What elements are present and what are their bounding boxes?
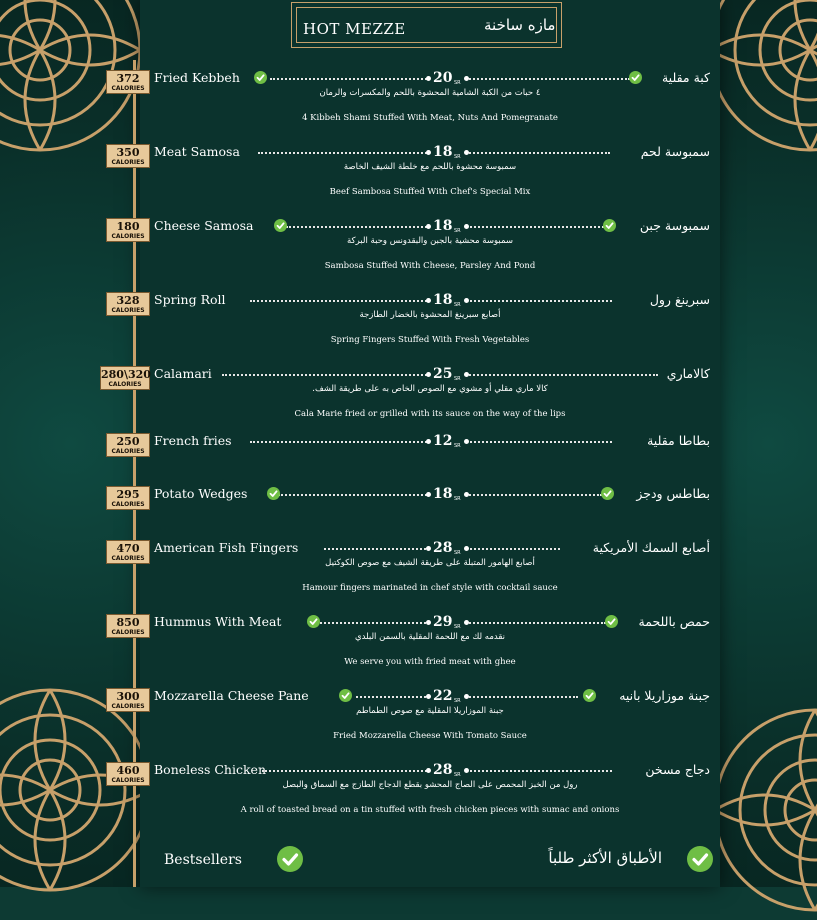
calorie-label: CALORIES bbox=[111, 448, 145, 455]
leader-dot bbox=[426, 76, 431, 81]
item-name-ar: سمبوسة جبن bbox=[639, 218, 710, 233]
item-name-en: French fries bbox=[154, 433, 232, 448]
currency-label: SR bbox=[454, 154, 461, 160]
item-price: 18 bbox=[433, 292, 453, 308]
item-name-ar: بطاطا مقلية bbox=[647, 433, 710, 448]
bestseller-check-icon bbox=[254, 71, 267, 84]
dotted-leader-right bbox=[466, 770, 612, 772]
item-price: 18 bbox=[433, 144, 453, 160]
item-name-ar: حمص باللحمة bbox=[638, 614, 710, 629]
dotted-leader-left bbox=[356, 696, 430, 698]
leader-dot bbox=[464, 492, 469, 497]
currency-label: SR bbox=[454, 80, 461, 86]
item-description-en: Spring Fingers Stuffed With Fresh Vegetables bbox=[330, 335, 530, 345]
dotted-leader-left bbox=[262, 770, 430, 772]
dotted-leader-right bbox=[466, 152, 610, 154]
calorie-badge bbox=[106, 433, 150, 457]
currency-label: SR bbox=[454, 228, 461, 234]
bestsellers-legend-en: Bestsellers bbox=[164, 852, 242, 868]
menu-item bbox=[0, 218, 817, 288]
calorie-value: 328 bbox=[116, 294, 140, 307]
item-name-en: Calamari bbox=[154, 366, 212, 381]
leader-dot bbox=[464, 76, 469, 81]
item-description-en: A roll of toasted bread on a tin stuffed with fresh chicken pieces with sumac and onions bbox=[240, 805, 620, 815]
bestsellers-legend-ar: الأطباق الأكثر طلباً bbox=[548, 849, 662, 867]
leader-dot bbox=[464, 224, 469, 229]
bestseller-check-icon bbox=[583, 689, 596, 702]
dotted-leader-right bbox=[466, 622, 606, 624]
item-name-ar: سمبوسة لحم bbox=[640, 144, 710, 159]
currency-label: SR bbox=[454, 376, 461, 382]
item-price: 18 bbox=[433, 218, 453, 234]
bestseller-check-icon bbox=[267, 487, 280, 500]
item-description-en: Hamour fingers marinated in chef style with cocktail sauce bbox=[302, 583, 558, 593]
item-description-ar: أصابع الهامور المتبلة على طريقة الشيف مع صوص الكوكتيل bbox=[325, 558, 535, 568]
item-name-ar: دجاج مسخن bbox=[645, 762, 710, 777]
currency-label: SR bbox=[454, 624, 461, 630]
section-title-en: HOT MEZZE bbox=[303, 20, 406, 38]
calorie-label: CALORIES bbox=[108, 381, 142, 388]
item-description-en: Beef Sambosa Stuffed With Chef's Special Mix bbox=[329, 187, 531, 197]
section-title-ar: مازه ساخنة bbox=[484, 16, 556, 34]
bestseller-check-icon bbox=[601, 487, 614, 500]
menu-item bbox=[0, 688, 817, 758]
leader-dot bbox=[426, 620, 431, 625]
bestseller-check-icon bbox=[605, 615, 618, 628]
calorie-value: 470 bbox=[116, 542, 140, 555]
leader-dot bbox=[426, 492, 431, 497]
item-price: 28 bbox=[433, 540, 453, 556]
menu-item bbox=[0, 762, 817, 832]
menu-item bbox=[0, 70, 817, 140]
item-name-ar: جبنة موزاريلا بانيه bbox=[619, 688, 710, 703]
leader-dot bbox=[426, 694, 431, 699]
calorie-label: CALORIES bbox=[111, 703, 145, 710]
leader-dot bbox=[464, 546, 469, 551]
calorie-value: 350 bbox=[116, 146, 140, 159]
item-description-ar: نقدمه لك مع اللحمة المقلية بالسمن البلدي bbox=[354, 632, 506, 642]
bestseller-check-icon bbox=[274, 219, 287, 232]
leader-dot bbox=[426, 768, 431, 773]
dotted-leader-right bbox=[466, 226, 604, 228]
leader-dot bbox=[464, 768, 469, 773]
dotted-leader-left bbox=[222, 374, 430, 376]
dotted-leader-left bbox=[258, 152, 430, 154]
calorie-value: 280\320 bbox=[101, 368, 151, 381]
calorie-value: 300 bbox=[116, 690, 140, 703]
item-name-ar: كبة مقلية bbox=[661, 70, 710, 85]
leader-dot bbox=[426, 439, 431, 444]
dotted-leader-right bbox=[466, 548, 560, 550]
calorie-label: CALORIES bbox=[111, 555, 145, 562]
item-name-ar: بطاطس ودجز bbox=[636, 486, 710, 501]
calorie-label: CALORIES bbox=[111, 233, 145, 240]
item-price: 12 bbox=[433, 433, 453, 449]
item-name-en: Mozzarella Cheese Pane bbox=[154, 688, 309, 703]
item-name-ar: أصابع السمك الأمريكية bbox=[592, 540, 710, 555]
calorie-badge bbox=[106, 486, 150, 510]
currency-label: SR bbox=[454, 698, 461, 704]
currency-label: SR bbox=[454, 550, 461, 556]
calorie-value: 372 bbox=[116, 72, 140, 85]
dotted-leader-left bbox=[250, 300, 430, 302]
calorie-label: CALORIES bbox=[111, 85, 145, 92]
item-name-en: Cheese Samosa bbox=[154, 218, 254, 233]
menu-item bbox=[0, 144, 817, 214]
calorie-value: 250 bbox=[116, 435, 140, 448]
item-name-ar: سبرينغ رول bbox=[649, 292, 710, 307]
dotted-leader-right bbox=[466, 78, 630, 80]
item-price: 22 bbox=[433, 688, 453, 704]
dotted-leader-right bbox=[466, 494, 602, 496]
calorie-value: 850 bbox=[116, 616, 140, 629]
calorie-value: 180 bbox=[116, 220, 140, 233]
leader-dot bbox=[464, 439, 469, 444]
item-description-ar: أصابع سبرينغ المحشوة بالخضار الطازجة bbox=[359, 310, 501, 320]
item-price: 25 bbox=[433, 366, 453, 382]
leader-dot bbox=[464, 372, 469, 377]
item-name-en: Boneless Chicken bbox=[154, 762, 266, 777]
item-description-en: Fried Mozzarella Cheese With Tomato Sauce bbox=[333, 731, 527, 741]
menu-item bbox=[0, 614, 817, 684]
leader-dot bbox=[464, 620, 469, 625]
calorie-value: 295 bbox=[116, 488, 140, 501]
item-price: 18 bbox=[433, 486, 453, 502]
bestseller-check-icon bbox=[603, 219, 616, 232]
item-description-ar: ٤ حبات من الكبة الشامية المحشوة باللحم والمكسرات والرمان bbox=[319, 88, 541, 98]
calorie-label: CALORIES bbox=[111, 159, 145, 166]
item-price: 29 bbox=[433, 614, 453, 630]
currency-label: SR bbox=[454, 302, 461, 308]
item-description-en: Sambosa Stuffed With Cheese, Parsley And Pond bbox=[324, 261, 536, 271]
dotted-leader-right bbox=[466, 300, 612, 302]
item-description-ar: سمبوسة محشوة باللحم مع خلطة الشيف الخاصة bbox=[343, 162, 517, 172]
calorie-label: CALORIES bbox=[111, 307, 145, 314]
item-description-en: Cala Marie fried or grilled with its sauce on the way of the lips bbox=[294, 409, 566, 419]
item-price: 20 bbox=[433, 70, 453, 86]
dotted-leader-right bbox=[466, 374, 658, 376]
item-price: 28 bbox=[433, 762, 453, 778]
dotted-leader-left bbox=[324, 548, 430, 550]
leader-dot bbox=[426, 150, 431, 155]
currency-label: SR bbox=[454, 443, 461, 449]
menu-item bbox=[0, 366, 817, 436]
leader-dot bbox=[426, 224, 431, 229]
item-name-en: Potato Wedges bbox=[154, 486, 248, 501]
dotted-leader-left bbox=[270, 78, 430, 80]
calorie-label: CALORIES bbox=[111, 629, 145, 636]
item-name-en: Hummus With Meat bbox=[154, 614, 282, 629]
dotted-leader-left bbox=[278, 494, 430, 496]
item-name-en: Fried Kebbeh bbox=[154, 70, 240, 85]
calorie-value: 460 bbox=[116, 764, 140, 777]
item-description-ar: كالا ماري مقلي أو مشوي مع الصوص الخاص به على طريقة الشف. bbox=[312, 384, 548, 394]
menu-item bbox=[0, 540, 817, 610]
bestseller-check-icon-ar bbox=[687, 846, 713, 872]
dotted-leader-left bbox=[286, 226, 430, 228]
leader-dot bbox=[464, 298, 469, 303]
dotted-leader-left bbox=[250, 441, 430, 443]
item-name-en: Spring Roll bbox=[154, 292, 226, 307]
leader-dot bbox=[426, 298, 431, 303]
bestseller-check-icon bbox=[339, 689, 352, 702]
dotted-leader-right bbox=[466, 441, 612, 443]
item-name-ar: كالاماري bbox=[666, 366, 710, 381]
leader-dot bbox=[464, 150, 469, 155]
leader-dot bbox=[426, 546, 431, 551]
leader-dot bbox=[464, 694, 469, 699]
bestseller-check-icon bbox=[277, 846, 303, 872]
currency-label: SR bbox=[454, 772, 461, 778]
item-description-ar: سمبوسة محشية بالجبن والبقدونس وحبة البركة bbox=[347, 236, 513, 246]
item-name-en: American Fish Fingers bbox=[154, 540, 299, 555]
item-description-ar: جبنة الموزاريلا المقلية مع صوص الطماطم bbox=[356, 706, 504, 716]
menu-item bbox=[0, 292, 817, 362]
item-description-ar: رول من الخبز المحمص على الصاج المحشو بقطع الدجاج الطازج مع السماق والبصل bbox=[282, 780, 578, 790]
leader-dot bbox=[426, 372, 431, 377]
currency-label: SR bbox=[454, 496, 461, 502]
item-description-en: We serve you with fried meat with ghee bbox=[344, 657, 516, 667]
bestseller-check-icon bbox=[307, 615, 320, 628]
dotted-leader-left bbox=[320, 622, 430, 624]
item-description-en: 4 Kibbeh Shami Stuffed With Meat, Nuts And Pomegranate bbox=[302, 113, 558, 123]
calorie-label: CALORIES bbox=[111, 777, 145, 784]
dotted-leader-right bbox=[466, 696, 578, 698]
calorie-label: CALORIES bbox=[111, 501, 145, 508]
item-name-en: Meat Samosa bbox=[154, 144, 240, 159]
bestseller-check-icon bbox=[629, 71, 642, 84]
